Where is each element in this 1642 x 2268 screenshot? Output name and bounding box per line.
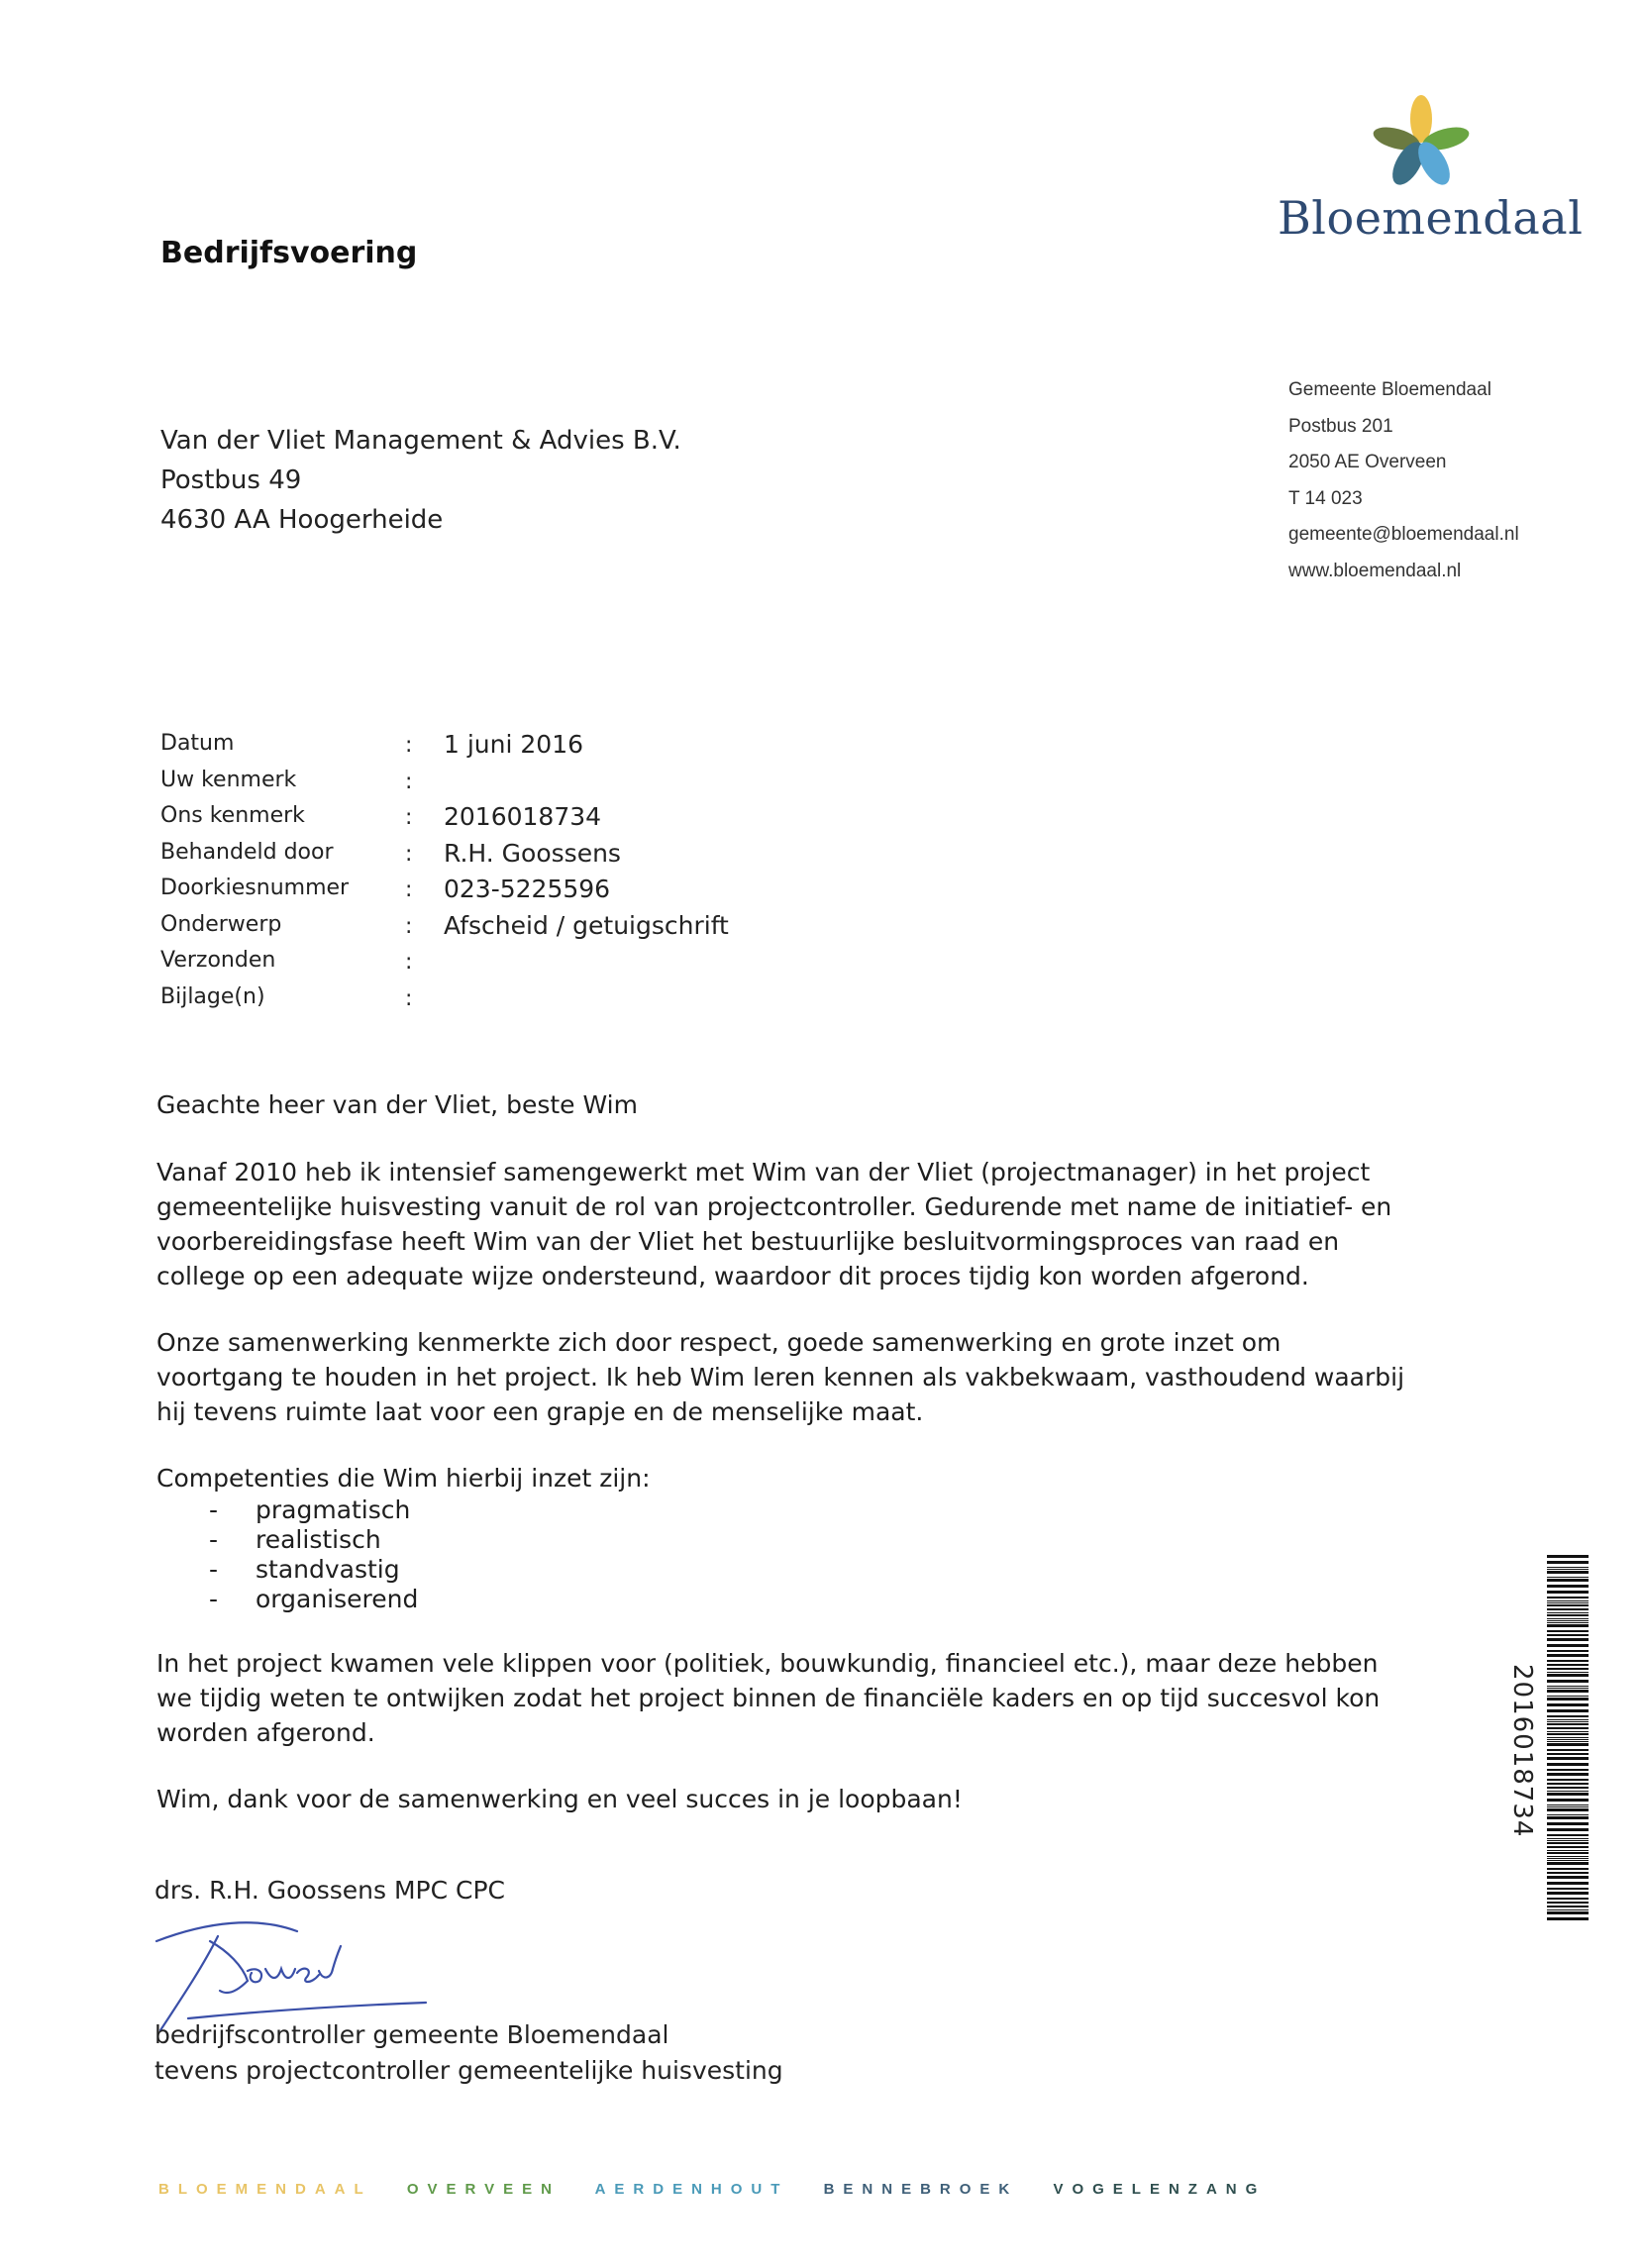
- barcode-bar: [1547, 1577, 1589, 1578]
- barcode-bar: [1547, 1793, 1589, 1796]
- barcode-bar: [1547, 1731, 1589, 1732]
- barcode-bar: [1547, 1622, 1589, 1623]
- meta-colon: :: [405, 841, 413, 867]
- barcode-bar: [1547, 1816, 1589, 1819]
- barcode-bar: [1547, 1600, 1589, 1601]
- meta-label: Datum: [160, 731, 235, 756]
- list-item: - pragmatisch: [156, 1495, 1404, 1525]
- barcode-bar: [1547, 1688, 1589, 1689]
- closing-line: Wim, dank voor de samenwerking en veel succes in je loopbaan!: [156, 1785, 963, 1813]
- barcode-bar: [1547, 1723, 1589, 1725]
- meta-label: Bijlage(n): [160, 983, 265, 1009]
- barcode-bar: [1547, 1769, 1589, 1771]
- barcode-bar: [1547, 1860, 1589, 1861]
- barcode-bar: [1547, 1638, 1589, 1641]
- sender-line: 2050 AE Overveen: [1288, 452, 1447, 472]
- letter-body: [156, 1087, 1404, 1816]
- barcode-bar: [1547, 1911, 1589, 1914]
- barcode-bar: [1547, 1614, 1589, 1616]
- meta-colon: :: [405, 733, 413, 758]
- letter-metadata: [160, 731, 854, 1020]
- barcode-bar: [1547, 1882, 1589, 1885]
- barcode-bar: [1547, 1624, 1589, 1627]
- barcode-bar: [1547, 1733, 1589, 1735]
- greeting: Geachte heer van der Vliet, beste Wim: [156, 1090, 638, 1119]
- footer-towns: [158, 2181, 1287, 2198]
- meta-colon: :: [405, 769, 413, 794]
- barcode-bar: [1547, 1763, 1589, 1766]
- barcode-bar: [1547, 1644, 1589, 1647]
- barcode-bar: [1547, 1757, 1589, 1760]
- barcode-bar: [1547, 1569, 1589, 1570]
- barcode-bar: [1547, 1602, 1589, 1603]
- barcode-bar: [1547, 1850, 1589, 1851]
- barcode-number-wrap: [1503, 1664, 1543, 1862]
- barcode-bar: [1547, 1674, 1589, 1677]
- barcode-bar: [1547, 1791, 1589, 1792]
- logo-name: Bloemendaal: [1278, 191, 1584, 245]
- barcode-bar: [1547, 1739, 1589, 1740]
- barcode-bar: [1547, 1727, 1589, 1729]
- footer-town: BENNEBROEK: [823, 2181, 1019, 2198]
- barcode-bar: [1547, 1917, 1589, 1920]
- meta-value: 1 juni 2016: [444, 730, 584, 759]
- meta-value: Afscheid / getuigschrift: [444, 910, 729, 940]
- signer-role: tevens projectcontroller gemeentelijke huisvesting: [154, 2056, 783, 2085]
- barcode-bar: [1547, 1591, 1589, 1594]
- barcode-bar: [1547, 1719, 1589, 1720]
- meta-label: Behandeld door: [160, 839, 334, 865]
- recipient-line: Van der Vliet Management & Advies B.V.: [160, 426, 681, 456]
- barcode-bar: [1547, 1654, 1589, 1657]
- meta-colon: :: [405, 805, 413, 830]
- barcode-bar: [1547, 1868, 1589, 1870]
- barcode-bar: [1547, 1779, 1589, 1781]
- competencies-intro: Competenties die Wim hierbij inzet zijn:: [156, 1464, 651, 1493]
- meta-label: Doorkiesnummer: [160, 876, 350, 900]
- barcode-bar: [1547, 1698, 1589, 1701]
- meta-colon: :: [405, 913, 413, 939]
- barcode-number: 2016018734: [1507, 1664, 1537, 1838]
- barcode-bar: [1547, 1876, 1589, 1879]
- barcode-bar: [1547, 1567, 1589, 1568]
- barcode-bar: [1547, 1902, 1589, 1904]
- footer-town: AERDENHOUT: [594, 2181, 789, 2198]
- meta-value: 023-5225596: [444, 875, 611, 903]
- footer-town: BLOEMENDAAL: [158, 2181, 372, 2198]
- barcode-bar: [1547, 1715, 1589, 1717]
- barcode-bar: [1547, 1814, 1589, 1815]
- barcode-bar: [1547, 1686, 1589, 1687]
- barcode-bar: [1547, 1909, 1589, 1910]
- recipient-address: [160, 426, 681, 545]
- municipality-logo: [1278, 94, 1584, 253]
- barcode-bar: [1547, 1634, 1589, 1636]
- signer-name: drs. R.H. Goossens MPC CPC: [154, 1876, 505, 1905]
- barcode-bar: [1547, 1690, 1589, 1693]
- recipient-line: 4630 AA Hoogerheide: [160, 505, 444, 535]
- meta-label: Onderwerp: [160, 911, 282, 937]
- body-paragraph: Onze samenwerking kenmerkte zich door respect, goede samenwerking en grote inzet om voortgang te houden in het project. Ik heb Wim leren kennen als vakbekwaam, vasthoudend waarbij hij tevens ruimte laat voor een grapje en de menselijke maat.: [156, 1328, 1405, 1426]
- barcode-bar: [1547, 1555, 1589, 1558]
- recipient-line: Postbus 49: [160, 465, 302, 495]
- sender-line: gemeente@bloemendaal.nl: [1288, 524, 1519, 545]
- barcode-bar: [1547, 1783, 1589, 1785]
- barcode-bar: [1547, 1834, 1589, 1836]
- meta-row: [160, 768, 854, 804]
- barcode-bar: [1547, 1822, 1589, 1825]
- barcode-bar: [1547, 1898, 1589, 1900]
- barcode-bar: [1547, 1828, 1589, 1831]
- barcode-bar: [1547, 1862, 1589, 1865]
- barcode-bar: [1547, 1852, 1589, 1854]
- barcode-bar: [1547, 1856, 1589, 1857]
- meta-label: Uw kenmerk: [160, 767, 297, 792]
- sender-line: www.bloemendaal.nl: [1288, 560, 1462, 581]
- meta-row: [160, 840, 854, 876]
- barcode-bar: [1547, 1672, 1589, 1673]
- barcode-bar: [1547, 1630, 1589, 1632]
- barcode-bar: [1547, 1585, 1589, 1588]
- barcode-bar: [1547, 1571, 1589, 1574]
- barcode-bar: [1547, 1608, 1589, 1610]
- barcode-bar: [1547, 1561, 1589, 1564]
- barcode-bar: [1547, 1906, 1589, 1907]
- barcode-bar: [1547, 1618, 1589, 1619]
- barcode-bar: [1547, 1799, 1589, 1802]
- sender-line: Gemeente Bloemendaal: [1288, 379, 1491, 400]
- barcode-bar: [1547, 1650, 1589, 1652]
- meta-colon: :: [405, 950, 413, 975]
- sender-line: T 14 023: [1288, 487, 1363, 509]
- barcode-bar: [1547, 1668, 1589, 1670]
- list-item: - standvastig: [156, 1555, 1404, 1585]
- barcode-bar: [1547, 1838, 1589, 1839]
- barcode-bar: [1547, 1749, 1589, 1751]
- barcode-bar: [1547, 1804, 1589, 1805]
- competencies-list: [156, 1495, 1404, 1614]
- barcode-bar: [1547, 1753, 1589, 1755]
- body-paragraph: In het project kwamen vele klippen voor (politiek, bouwkundig, financieel etc.), maar deze hebben we tijdig weten te ontwijken zodat het project binnen de financiële kaders en op tijd succesvol kon worden afgerond.: [156, 1649, 1381, 1747]
- barcode-bar: [1547, 1846, 1589, 1848]
- barcode-bar: [1547, 1773, 1589, 1776]
- barcode-bar: [1547, 1696, 1589, 1697]
- barcode-bar: [1547, 1806, 1589, 1807]
- department-heading: Bedrijfsvoering: [160, 236, 418, 270]
- barcode-bar: [1547, 1741, 1589, 1742]
- barcode-bar: [1547, 1743, 1589, 1746]
- barcode-bar: [1547, 1872, 1589, 1874]
- meta-row: [160, 912, 854, 949]
- barcode-bar: [1547, 1680, 1589, 1683]
- meta-colon: :: [405, 877, 413, 902]
- barcode-bar: [1547, 1787, 1589, 1789]
- meta-row: [160, 876, 854, 912]
- meta-value: R.H. Goossens: [444, 838, 621, 868]
- barcode-bar: [1547, 1842, 1589, 1844]
- signer-role: bedrijfscontroller gemeente Bloemendaal: [154, 2020, 669, 2049]
- barcode-icon: [1547, 1555, 1589, 1921]
- barcode-bar: [1547, 1808, 1589, 1811]
- meta-row: [160, 984, 854, 1021]
- barcode-bar: [1547, 1612, 1589, 1613]
- footer-town: OVERVEEN: [406, 2181, 561, 2198]
- meta-colon: :: [405, 985, 413, 1011]
- barcode-bar: [1547, 1709, 1589, 1712]
- barcode-bar: [1547, 1888, 1589, 1890]
- barcode-bar: [1547, 1604, 1589, 1606]
- barcode-bar: [1547, 1737, 1589, 1738]
- barcode-bar: [1547, 1703, 1589, 1706]
- barcode-bar: [1547, 1664, 1589, 1666]
- barcode-bar: [1547, 1660, 1589, 1662]
- meta-row: [160, 803, 854, 840]
- meta-value: 2016018734: [444, 802, 602, 831]
- list-item: - organiserend: [156, 1585, 1404, 1614]
- meta-label: Verzonden: [160, 948, 276, 973]
- meta-row: [160, 948, 854, 984]
- list-item: - realistisch: [156, 1525, 1404, 1555]
- barcode-bar: [1547, 1721, 1589, 1722]
- body-paragraph: Vanaf 2010 heb ik intensief samengewerkt met Wim van der Vliet (projectmanager) in het project gemeentelijke huisvesting vanuit de rol van projectcontroller. Gedurende met name de initiatief- en voorbereidingsfase heeft Wim van der Vliet het bestuurlijke besluitvormingsproces van raad en college op een adequate wijze ondersteund, waardoor dit proces tijdig kon worden afgerond.: [156, 1158, 1392, 1290]
- flower-logo-icon: [1357, 94, 1486, 203]
- sender-address: [1288, 379, 1519, 596]
- barcode-bar: [1547, 1840, 1589, 1841]
- barcode-bar: [1547, 1892, 1589, 1895]
- barcode-bar: [1547, 1858, 1589, 1859]
- meta-label: Ons kenmerk: [160, 803, 305, 828]
- meta-row: [160, 731, 854, 768]
- barcode-bar: [1547, 1620, 1589, 1621]
- barcode-bar: [1547, 1597, 1589, 1598]
- sender-line: Postbus 201: [1288, 415, 1393, 437]
- barcode-bar: [1547, 1579, 1589, 1582]
- footer-town: VOGELENZANG: [1053, 2181, 1267, 2198]
